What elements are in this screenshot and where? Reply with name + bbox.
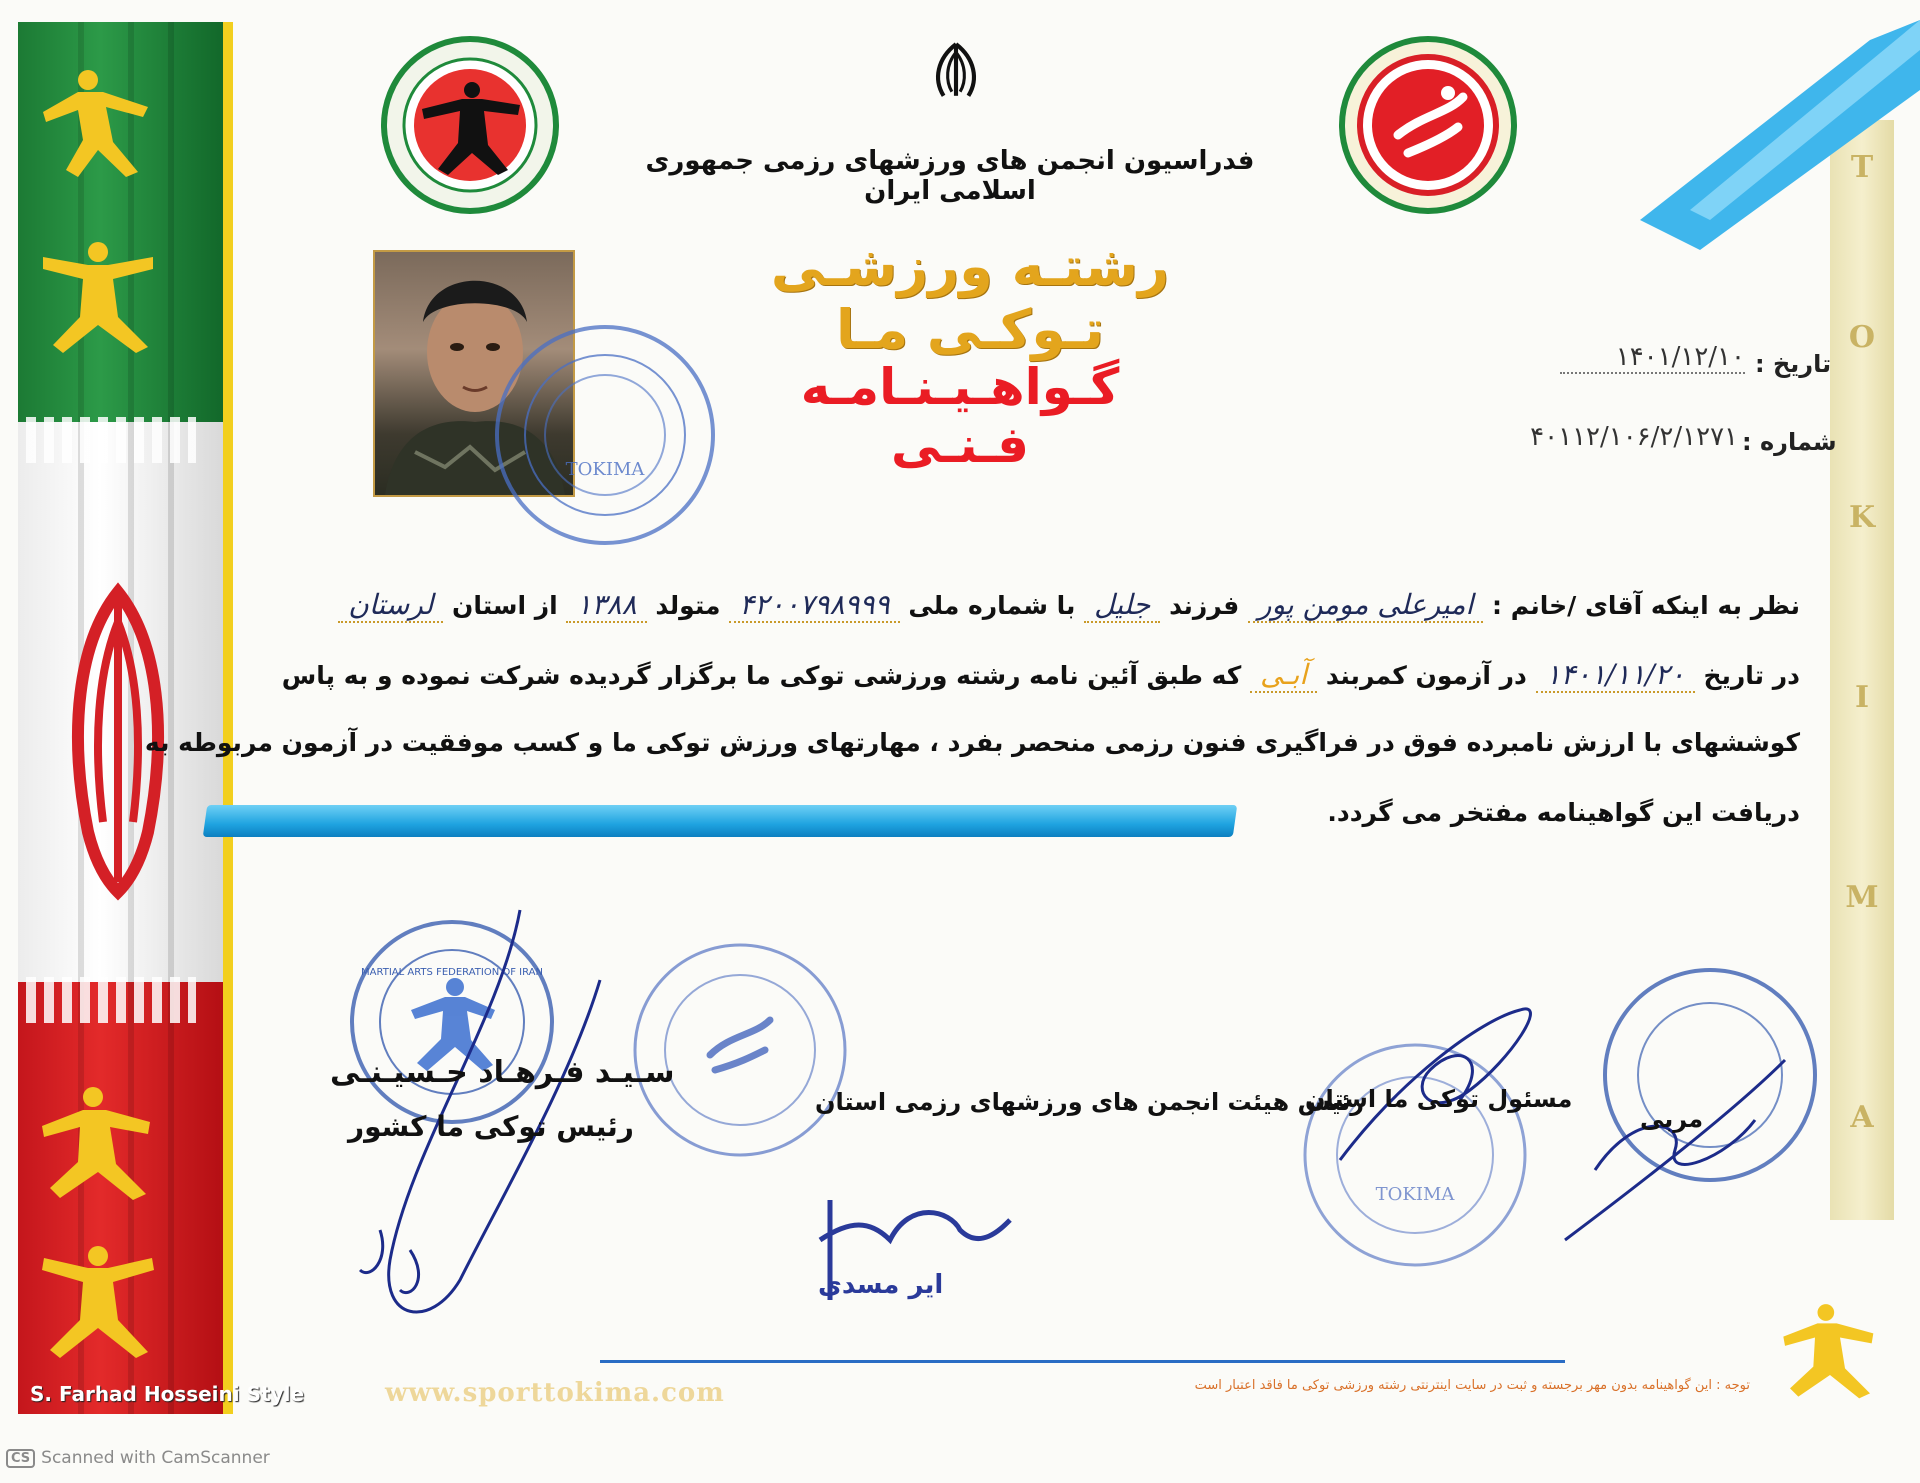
board-title: رئیس هیئت انجمن های ورزشهای رزمی استان xyxy=(815,1088,1365,1116)
kufic-border-top xyxy=(26,417,196,463)
number-label: شماره : xyxy=(1742,428,1837,456)
federation-logo-right xyxy=(1338,35,1518,215)
fighter-icon xyxy=(38,1242,158,1362)
side-letter: A xyxy=(1850,1100,1874,1135)
scanner-watermark xyxy=(6,1448,270,1468)
board-signer: ایر مسدی xyxy=(818,1270,944,1300)
camscanner-icon: CS xyxy=(6,1449,35,1468)
provincial-signature xyxy=(1320,980,1550,1180)
body-line-1: نظر به اینکه آقای /خانم : امیرعلی مومن پور فرزند جلیل با شماره ملی ۴۲۰۰۷۹۸۹۹۹ متولد ۱۳۸۸ از استان لرستان xyxy=(338,588,1800,621)
gold-side-band xyxy=(1830,120,1894,1220)
flag-band xyxy=(18,22,233,1414)
kufic-border-bottom xyxy=(26,977,196,1023)
fighter-icon xyxy=(38,62,158,182)
fighter-icon xyxy=(38,1082,158,1202)
tokima-logo-left xyxy=(380,35,560,215)
sport-title: رشتـه ورزشـی تـوکـی مـا xyxy=(770,235,1170,361)
father-name: جلیل xyxy=(1084,588,1160,623)
date-value: ۱۴۰۱/۱۲/۱۰ xyxy=(1560,342,1745,374)
iran-emblem-icon xyxy=(925,40,987,102)
federation-title: فدراسیون انجمن های ورزشهای رزمی جمهوری اسلامی ایران xyxy=(645,146,1255,206)
coach-title: مربی xyxy=(1640,1105,1704,1133)
federation-stamp-text: MARTIAL ARTS FEDERATION OF IRAN xyxy=(361,967,543,978)
side-letter: K xyxy=(1848,500,1876,535)
province: لرستان xyxy=(338,588,443,623)
blue-belt-bar xyxy=(203,805,1237,837)
exam-date: ۱۴۰۱/۱۱/۲۰ xyxy=(1536,658,1695,693)
website: www.sporttokima.com xyxy=(385,1378,725,1408)
blue-ribbon-decoration xyxy=(1620,20,1920,250)
fighter-icon-corner xyxy=(1775,1300,1885,1400)
date-label: تاریخ : xyxy=(1755,350,1832,378)
number-value: ۴۰۱۱۲/۱۰۶/۲/۱۲۷۱ xyxy=(1530,422,1738,452)
footer-note: توجه : این گواهینامه بدون مهر برجسته و ثبت در سایت اینترنتی رشته ورزشی توکی ما فاقد اعتبار است xyxy=(1194,1378,1750,1393)
board-stamp xyxy=(630,935,850,1165)
provincial-title: مسئول توکی ما استان xyxy=(1305,1085,1573,1113)
holder-name: امیرعلی مومن پور xyxy=(1248,588,1483,623)
belt-color: آبـی xyxy=(1250,658,1317,693)
president-title: رئیس توکی ما کشور xyxy=(348,1110,634,1143)
band-caption: S. Farhad Hosseini Style xyxy=(30,1382,305,1406)
footer-rule xyxy=(600,1360,1565,1363)
side-letter: M xyxy=(1845,880,1879,915)
scanner-text: Scanned with CamScanner xyxy=(41,1448,270,1468)
photo-stamp xyxy=(490,315,720,555)
side-letter: I xyxy=(1854,680,1870,715)
body-line-4: دریافت این گواهینامه مفتخر می گردد. xyxy=(1327,798,1800,827)
side-letter: T xyxy=(1850,150,1874,185)
body-line-3: کوششهای با ارزش نامبرده فوق در فراگیری فنون رزمی منحصر بفرد ، مهارتهای ورزش توکی ما و کسب موفقیت در آزمون مربوطه به xyxy=(144,728,1800,757)
side-letter: O xyxy=(1848,320,1876,355)
body-line-2: در تاریخ ۱۴۰۱/۱۱/۲۰ در آزمون کمربند آبـی که طبق آئین نامه رشته ورزشی توکی ما برگزار گردیده شرکت نموده و به پاس xyxy=(281,658,1800,691)
president-name: سـیـد فـرهـاد حـسیـنـی xyxy=(330,1055,675,1090)
stamp-photo-text: TOKIMA xyxy=(565,459,645,480)
birth-year: ۱۳۸۸ xyxy=(566,588,646,623)
fighter-icon xyxy=(38,237,158,357)
national-id: ۴۲۰۰۷۹۸۹۹۹ xyxy=(729,588,899,623)
coach-signature xyxy=(1555,1020,1805,1250)
certificate-title: گـواهـیـنـامـه فـنـی xyxy=(800,358,1120,474)
provincial-stamp-text: TOKIMA xyxy=(1375,1184,1455,1205)
